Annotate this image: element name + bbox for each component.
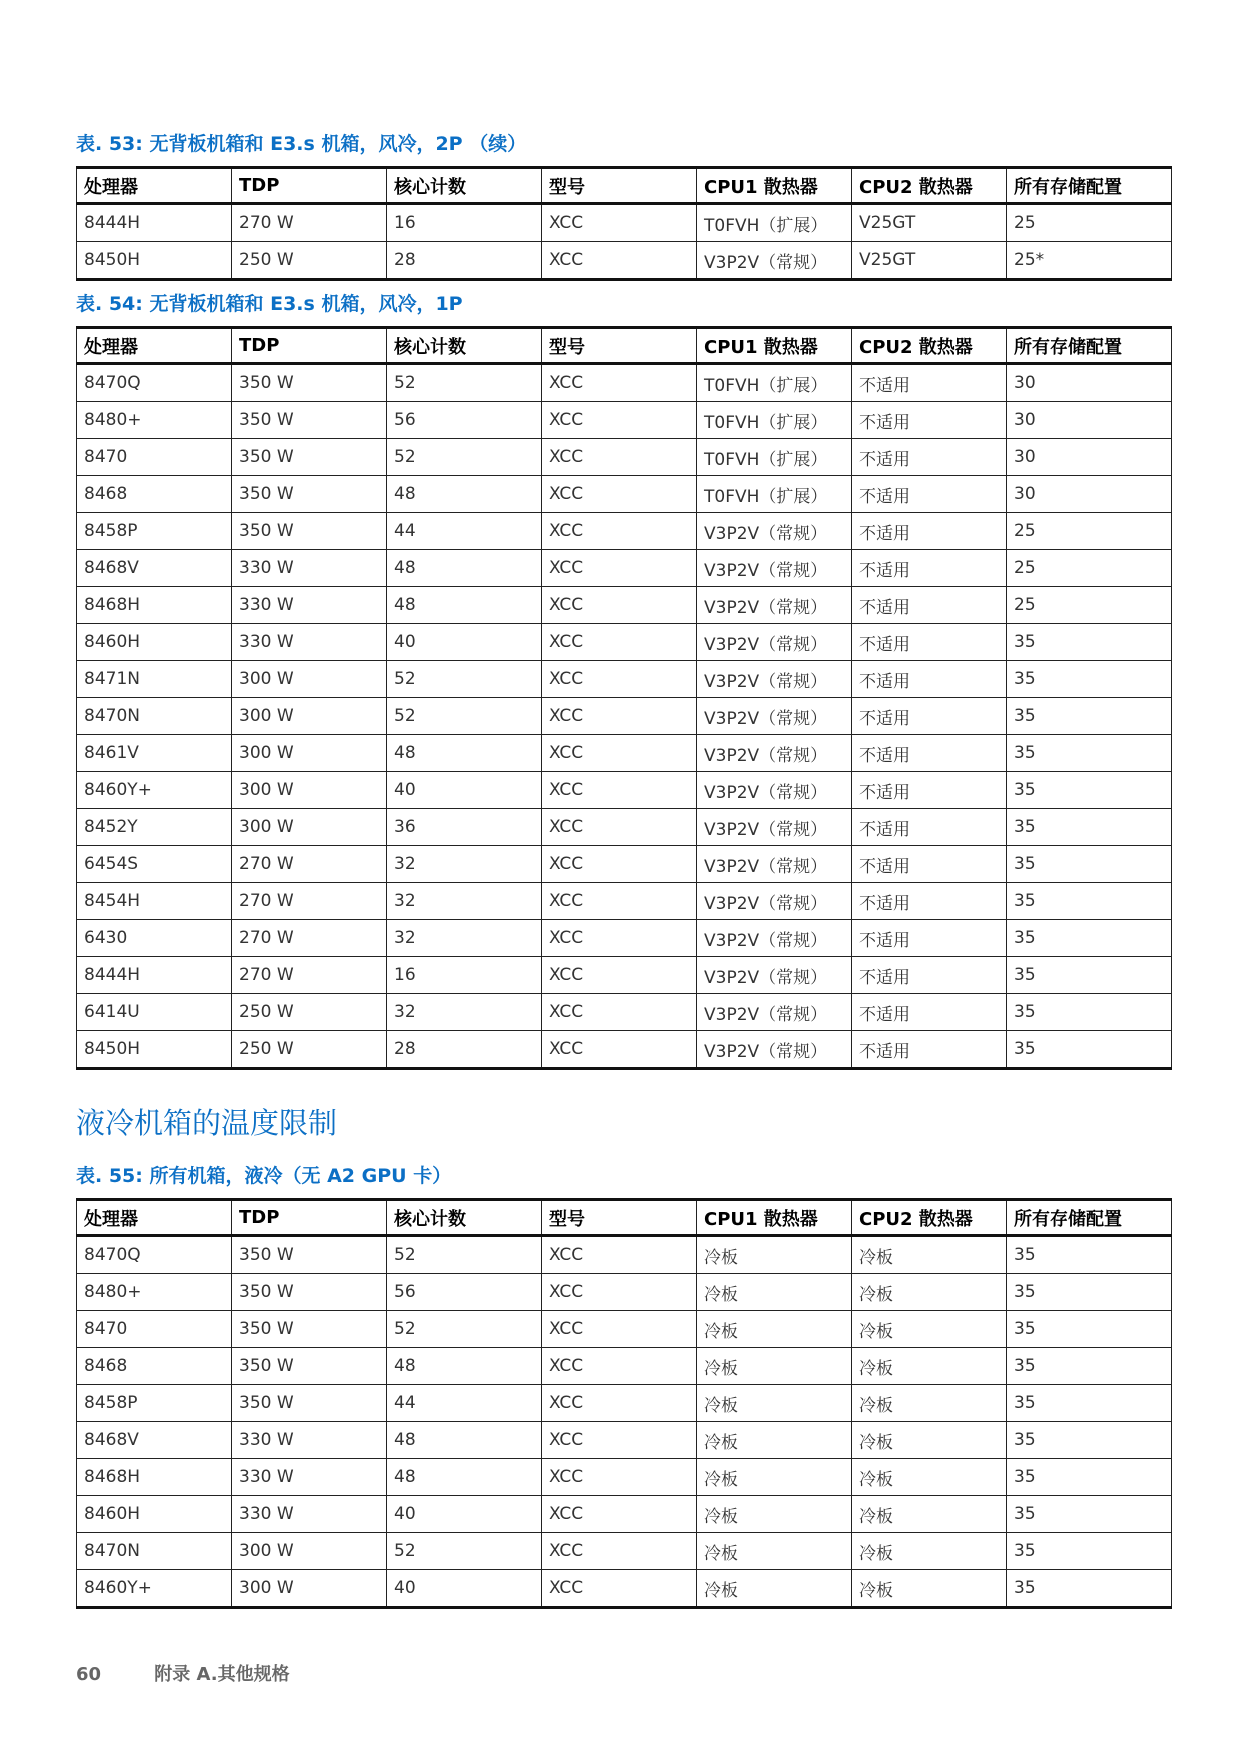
table-cell: 35 bbox=[1007, 1422, 1172, 1459]
table-cell: 8468V bbox=[77, 1422, 232, 1459]
table-cell: 冷板 bbox=[852, 1459, 1007, 1496]
column-header: CPU2 散热器 bbox=[852, 168, 1007, 204]
table-cell: 8468 bbox=[77, 476, 232, 513]
table-cell: 350 W bbox=[232, 1236, 387, 1274]
table-cell: 25* bbox=[1007, 242, 1172, 280]
column-header: CPU1 散热器 bbox=[697, 168, 852, 204]
footer-text: 附录 A.其他规格 bbox=[154, 1664, 290, 1685]
table-cell: 300 W bbox=[232, 809, 387, 846]
table-row bbox=[77, 846, 1172, 883]
table-cell: 56 bbox=[387, 1274, 542, 1311]
table-cell: 25 bbox=[1007, 550, 1172, 587]
table-cell: 8470N bbox=[77, 698, 232, 735]
table-cell: 8460H bbox=[77, 624, 232, 661]
table-row bbox=[77, 1348, 1172, 1385]
table-cell: XCC bbox=[542, 809, 697, 846]
table-cell: 35 bbox=[1007, 1311, 1172, 1348]
table-row bbox=[77, 809, 1172, 846]
table-cell: 8480+ bbox=[77, 1274, 232, 1311]
table-cell: 35 bbox=[1007, 1385, 1172, 1422]
table-cell: 300 W bbox=[232, 661, 387, 698]
table-cell: 8468V bbox=[77, 550, 232, 587]
table-cell: 44 bbox=[387, 513, 542, 550]
table-cell: 350 W bbox=[232, 513, 387, 550]
table-cell: XCC bbox=[542, 772, 697, 809]
table-row bbox=[77, 920, 1172, 957]
table-cell: T0FVH（扩展） bbox=[697, 364, 852, 402]
column-header: 核心计数 bbox=[387, 168, 542, 204]
table-cell: 不适用 bbox=[852, 698, 1007, 735]
table-header-row bbox=[77, 168, 1172, 204]
table-cell: 8470 bbox=[77, 1311, 232, 1348]
table-row bbox=[77, 204, 1172, 242]
table-row bbox=[77, 883, 1172, 920]
table-cell: 8470Q bbox=[77, 1236, 232, 1274]
table-cell: 300 W bbox=[232, 735, 387, 772]
table-row bbox=[77, 772, 1172, 809]
table-cell: XCC bbox=[542, 735, 697, 772]
table-cell: 8444H bbox=[77, 204, 232, 242]
page-number: 60 bbox=[76, 1664, 102, 1685]
table-cell: 35 bbox=[1007, 1459, 1172, 1496]
table-cell: 冷板 bbox=[697, 1348, 852, 1385]
table-cell: 250 W bbox=[232, 994, 387, 1031]
table-cell: XCC bbox=[542, 994, 697, 1031]
table-cell: 8468H bbox=[77, 587, 232, 624]
table-cell: 30 bbox=[1007, 364, 1172, 402]
table-row bbox=[77, 550, 1172, 587]
table-cell: XCC bbox=[542, 204, 697, 242]
table-row bbox=[77, 1496, 1172, 1533]
table-cell: V3P2V（常规） bbox=[697, 809, 852, 846]
table-cell: 52 bbox=[387, 1533, 542, 1570]
column-header: CPU2 散热器 bbox=[852, 328, 1007, 364]
table-cell: 35 bbox=[1007, 772, 1172, 809]
table-cell: 300 W bbox=[232, 698, 387, 735]
table-cell: XCC bbox=[542, 402, 697, 439]
table-cell: 350 W bbox=[232, 439, 387, 476]
table-cell: 8450H bbox=[77, 242, 232, 280]
table-row bbox=[77, 957, 1172, 994]
table-cell: 350 W bbox=[232, 1311, 387, 1348]
table-cell: 32 bbox=[387, 846, 542, 883]
table-54-caption: 表. 54: 无背板机箱和 E3.s 机箱，风冷，1P bbox=[76, 293, 463, 315]
table-cell: 35 bbox=[1007, 735, 1172, 772]
table-cell: 冷板 bbox=[697, 1533, 852, 1570]
table-row bbox=[77, 624, 1172, 661]
table-row bbox=[77, 513, 1172, 550]
table-cell: 8450H bbox=[77, 1031, 232, 1069]
table-cell: 不适用 bbox=[852, 735, 1007, 772]
table-53-caption: 表. 53: 无背板机箱和 E3.s 机箱，风冷，2P （续） bbox=[76, 133, 527, 155]
table-cell: XCC bbox=[542, 1385, 697, 1422]
table-cell: 8470 bbox=[77, 439, 232, 476]
table-row bbox=[77, 698, 1172, 735]
table-cell: 40 bbox=[387, 624, 542, 661]
table-cell: 35 bbox=[1007, 920, 1172, 957]
table-row bbox=[77, 402, 1172, 439]
table-cell: T0FVH（扩展） bbox=[697, 476, 852, 513]
table-cell: V3P2V（常规） bbox=[697, 846, 852, 883]
table-cell: XCC bbox=[542, 364, 697, 402]
table-cell: V3P2V（常规） bbox=[697, 242, 852, 280]
table-cell: V3P2V（常规） bbox=[697, 624, 852, 661]
table-cell: 48 bbox=[387, 587, 542, 624]
table-cell: 32 bbox=[387, 883, 542, 920]
table-cell: V3P2V（常规） bbox=[697, 550, 852, 587]
table-row bbox=[77, 1570, 1172, 1608]
table-cell: 30 bbox=[1007, 439, 1172, 476]
table-cell: 8470N bbox=[77, 1533, 232, 1570]
table-cell: XCC bbox=[542, 1274, 697, 1311]
table-cell: 8452Y bbox=[77, 809, 232, 846]
table-cell: XCC bbox=[542, 1459, 697, 1496]
table-cell: 28 bbox=[387, 1031, 542, 1069]
column-header: CPU1 散热器 bbox=[697, 328, 852, 364]
table-55 bbox=[76, 1198, 1172, 1609]
table-cell: 6454S bbox=[77, 846, 232, 883]
table-row bbox=[77, 587, 1172, 624]
table-cell: 冷板 bbox=[697, 1570, 852, 1608]
table-cell: 冷板 bbox=[697, 1422, 852, 1459]
table-cell: 8460Y+ bbox=[77, 772, 232, 809]
table-cell: 不适用 bbox=[852, 550, 1007, 587]
column-header: 型号 bbox=[542, 328, 697, 364]
table-row bbox=[77, 661, 1172, 698]
table-cell: 冷板 bbox=[697, 1459, 852, 1496]
table-cell: V3P2V（常规） bbox=[697, 661, 852, 698]
table-cell: 300 W bbox=[232, 1570, 387, 1608]
table-cell: 56 bbox=[387, 402, 542, 439]
table-cell: 不适用 bbox=[852, 587, 1007, 624]
table-cell: 16 bbox=[387, 204, 542, 242]
table-cell: 8468 bbox=[77, 1348, 232, 1385]
table-cell: 6430 bbox=[77, 920, 232, 957]
table-cell: 30 bbox=[1007, 402, 1172, 439]
table-cell: 32 bbox=[387, 994, 542, 1031]
table-cell: XCC bbox=[542, 957, 697, 994]
table-cell: 35 bbox=[1007, 698, 1172, 735]
table-cell: 350 W bbox=[232, 364, 387, 402]
table-cell: XCC bbox=[542, 661, 697, 698]
table-cell: 40 bbox=[387, 772, 542, 809]
section-title: 液冷机箱的温度限制 bbox=[76, 1106, 338, 1140]
table-cell: 52 bbox=[387, 661, 542, 698]
table-cell: 35 bbox=[1007, 1031, 1172, 1069]
table-cell: 冷板 bbox=[852, 1236, 1007, 1274]
table-cell: 不适用 bbox=[852, 957, 1007, 994]
table-cell: 52 bbox=[387, 698, 542, 735]
column-header: 处理器 bbox=[77, 1200, 232, 1236]
column-header: 处理器 bbox=[77, 168, 232, 204]
table-cell: V3P2V（常规） bbox=[697, 698, 852, 735]
table-cell: 8444H bbox=[77, 957, 232, 994]
table-cell: 350 W bbox=[232, 1348, 387, 1385]
table-row bbox=[77, 735, 1172, 772]
table-cell: T0FVH（扩展） bbox=[697, 402, 852, 439]
table-cell: 8471N bbox=[77, 661, 232, 698]
table-cell: 350 W bbox=[232, 402, 387, 439]
column-header: 所有存储配置 bbox=[1007, 168, 1172, 204]
table-cell: XCC bbox=[542, 1533, 697, 1570]
table-cell: 52 bbox=[387, 439, 542, 476]
table-cell: 冷板 bbox=[697, 1311, 852, 1348]
table-cell: 8458P bbox=[77, 1385, 232, 1422]
table-cell: 冷板 bbox=[852, 1422, 1007, 1459]
table-row bbox=[77, 364, 1172, 402]
table-cell: 不适用 bbox=[852, 920, 1007, 957]
column-header: CPU2 散热器 bbox=[852, 1200, 1007, 1236]
table-row bbox=[77, 1422, 1172, 1459]
table-cell: 35 bbox=[1007, 1533, 1172, 1570]
table-cell: 8468H bbox=[77, 1459, 232, 1496]
table-cell: V3P2V（常规） bbox=[697, 957, 852, 994]
table-cell: 250 W bbox=[232, 242, 387, 280]
table-cell: 270 W bbox=[232, 204, 387, 242]
table-cell: 330 W bbox=[232, 550, 387, 587]
column-header: TDP bbox=[232, 168, 387, 204]
table-cell: 不适用 bbox=[852, 624, 1007, 661]
table-row bbox=[77, 1236, 1172, 1274]
table-cell: 35 bbox=[1007, 957, 1172, 994]
table-cell: XCC bbox=[542, 550, 697, 587]
table-cell: 冷板 bbox=[697, 1385, 852, 1422]
table-cell: 冷板 bbox=[697, 1496, 852, 1533]
table-cell: 32 bbox=[387, 920, 542, 957]
table-cell: 330 W bbox=[232, 1422, 387, 1459]
table-cell: 30 bbox=[1007, 476, 1172, 513]
column-header: 型号 bbox=[542, 1200, 697, 1236]
table-cell: 8480+ bbox=[77, 402, 232, 439]
table-cell: 8454H bbox=[77, 883, 232, 920]
table-cell: V3P2V（常规） bbox=[697, 994, 852, 1031]
table-cell: 冷板 bbox=[852, 1385, 1007, 1422]
table-cell: 35 bbox=[1007, 661, 1172, 698]
table-cell: 不适用 bbox=[852, 994, 1007, 1031]
table-cell: 不适用 bbox=[852, 364, 1007, 402]
table-cell: 52 bbox=[387, 1236, 542, 1274]
table-cell: 不适用 bbox=[852, 809, 1007, 846]
table-cell: 不适用 bbox=[852, 772, 1007, 809]
table-row bbox=[77, 1274, 1172, 1311]
table-cell: XCC bbox=[542, 439, 697, 476]
table-cell: XCC bbox=[542, 242, 697, 280]
table-cell: 冷板 bbox=[852, 1570, 1007, 1608]
table-53 bbox=[76, 166, 1172, 281]
table-cell: 冷板 bbox=[852, 1533, 1007, 1570]
table-cell: 270 W bbox=[232, 846, 387, 883]
table-cell: 350 W bbox=[232, 1385, 387, 1422]
table-row bbox=[77, 242, 1172, 280]
table-cell: 52 bbox=[387, 364, 542, 402]
column-header: 型号 bbox=[542, 168, 697, 204]
table-cell: XCC bbox=[542, 1570, 697, 1608]
table-cell: XCC bbox=[542, 883, 697, 920]
table-cell: 330 W bbox=[232, 1459, 387, 1496]
table-row bbox=[77, 1311, 1172, 1348]
table-cell: 48 bbox=[387, 1422, 542, 1459]
table-cell: 350 W bbox=[232, 476, 387, 513]
table-cell: 不适用 bbox=[852, 513, 1007, 550]
table-row bbox=[77, 439, 1172, 476]
table-cell: 冷板 bbox=[852, 1348, 1007, 1385]
table-cell: 250 W bbox=[232, 1031, 387, 1069]
table-cell: XCC bbox=[542, 1236, 697, 1274]
column-header: CPU1 散热器 bbox=[697, 1200, 852, 1236]
table-cell: 25 bbox=[1007, 587, 1172, 624]
table-cell: 25 bbox=[1007, 204, 1172, 242]
column-header: 所有存储配置 bbox=[1007, 328, 1172, 364]
table-row bbox=[77, 1385, 1172, 1422]
column-header: TDP bbox=[232, 328, 387, 364]
table-cell: 330 W bbox=[232, 624, 387, 661]
table-cell: 35 bbox=[1007, 1570, 1172, 1608]
table-cell: 16 bbox=[387, 957, 542, 994]
table-cell: T0FVH（扩展） bbox=[697, 204, 852, 242]
table-cell: 8460H bbox=[77, 1496, 232, 1533]
table-cell: 330 W bbox=[232, 587, 387, 624]
table-cell: 48 bbox=[387, 476, 542, 513]
table-cell: V25GT bbox=[852, 204, 1007, 242]
table-cell: XCC bbox=[542, 846, 697, 883]
table-cell: 不适用 bbox=[852, 846, 1007, 883]
table-cell: 35 bbox=[1007, 1274, 1172, 1311]
table-cell: V3P2V（常规） bbox=[697, 920, 852, 957]
table-cell: V3P2V（常规） bbox=[697, 772, 852, 809]
table-header-row bbox=[77, 328, 1172, 364]
table-cell: 330 W bbox=[232, 1496, 387, 1533]
table-cell: 冷板 bbox=[697, 1236, 852, 1274]
table-cell: 35 bbox=[1007, 1236, 1172, 1274]
table-cell: V3P2V（常规） bbox=[697, 587, 852, 624]
table-cell: XCC bbox=[542, 1422, 697, 1459]
table-55-caption: 表. 55: 所有机箱，液冷（无 A2 GPU 卡） bbox=[76, 1165, 452, 1187]
table-row bbox=[77, 1459, 1172, 1496]
table-cell: 270 W bbox=[232, 920, 387, 957]
table-cell: 350 W bbox=[232, 1274, 387, 1311]
table-cell: XCC bbox=[542, 698, 697, 735]
table-cell: 270 W bbox=[232, 883, 387, 920]
table-cell: V3P2V（常规） bbox=[697, 735, 852, 772]
column-header: 处理器 bbox=[77, 328, 232, 364]
table-cell: 冷板 bbox=[852, 1311, 1007, 1348]
table-cell: XCC bbox=[542, 920, 697, 957]
table-cell: 35 bbox=[1007, 846, 1172, 883]
table-row bbox=[77, 994, 1172, 1031]
table-cell: 300 W bbox=[232, 1533, 387, 1570]
table-cell: 48 bbox=[387, 1459, 542, 1496]
table-cell: 35 bbox=[1007, 1496, 1172, 1533]
page-footer bbox=[76, 1660, 290, 1686]
table-cell: 40 bbox=[387, 1496, 542, 1533]
table-cell: XCC bbox=[542, 1496, 697, 1533]
table-cell: XCC bbox=[542, 624, 697, 661]
column-header: TDP bbox=[232, 1200, 387, 1236]
table-cell: 48 bbox=[387, 550, 542, 587]
column-header: 所有存储配置 bbox=[1007, 1200, 1172, 1236]
table-cell: XCC bbox=[542, 587, 697, 624]
table-cell: XCC bbox=[542, 1311, 697, 1348]
table-cell: XCC bbox=[542, 1348, 697, 1385]
table-cell: 不适用 bbox=[852, 439, 1007, 476]
table-cell: V3P2V（常规） bbox=[697, 883, 852, 920]
table-54 bbox=[76, 326, 1172, 1070]
table-cell: 35 bbox=[1007, 809, 1172, 846]
table-cell: 8460Y+ bbox=[77, 1570, 232, 1608]
table-cell: 270 W bbox=[232, 957, 387, 994]
table-cell: 冷板 bbox=[852, 1274, 1007, 1311]
table-cell: 35 bbox=[1007, 1348, 1172, 1385]
table-cell: V3P2V（常规） bbox=[697, 513, 852, 550]
table-cell: 冷板 bbox=[852, 1496, 1007, 1533]
table-row bbox=[77, 1533, 1172, 1570]
table-cell: 6414U bbox=[77, 994, 232, 1031]
table-cell: 不适用 bbox=[852, 402, 1007, 439]
column-header: 核心计数 bbox=[387, 328, 542, 364]
table-cell: XCC bbox=[542, 1031, 697, 1069]
column-header: 核心计数 bbox=[387, 1200, 542, 1236]
table-cell: 28 bbox=[387, 242, 542, 280]
table-cell: 8458P bbox=[77, 513, 232, 550]
table-cell: 48 bbox=[387, 1348, 542, 1385]
table-cell: 8461V bbox=[77, 735, 232, 772]
table-cell: 不适用 bbox=[852, 1031, 1007, 1069]
table-cell: 36 bbox=[387, 809, 542, 846]
table-cell: 40 bbox=[387, 1570, 542, 1608]
table-cell: 35 bbox=[1007, 624, 1172, 661]
table-cell: 300 W bbox=[232, 772, 387, 809]
table-cell: 48 bbox=[387, 735, 542, 772]
table-cell: 52 bbox=[387, 1311, 542, 1348]
table-cell: XCC bbox=[542, 476, 697, 513]
table-cell: XCC bbox=[542, 513, 697, 550]
table-cell: 35 bbox=[1007, 883, 1172, 920]
table-row bbox=[77, 1031, 1172, 1069]
table-header-row bbox=[77, 1200, 1172, 1236]
table-cell: 冷板 bbox=[697, 1274, 852, 1311]
table-cell: 35 bbox=[1007, 994, 1172, 1031]
table-cell: 不适用 bbox=[852, 476, 1007, 513]
table-cell: 25 bbox=[1007, 513, 1172, 550]
table-cell: 8470Q bbox=[77, 364, 232, 402]
table-cell: 44 bbox=[387, 1385, 542, 1422]
table-cell: 不适用 bbox=[852, 661, 1007, 698]
table-row bbox=[77, 476, 1172, 513]
table-cell: V25GT bbox=[852, 242, 1007, 280]
table-cell: 不适用 bbox=[852, 883, 1007, 920]
table-cell: T0FVH（扩展） bbox=[697, 439, 852, 476]
table-cell: V3P2V（常规） bbox=[697, 1031, 852, 1069]
